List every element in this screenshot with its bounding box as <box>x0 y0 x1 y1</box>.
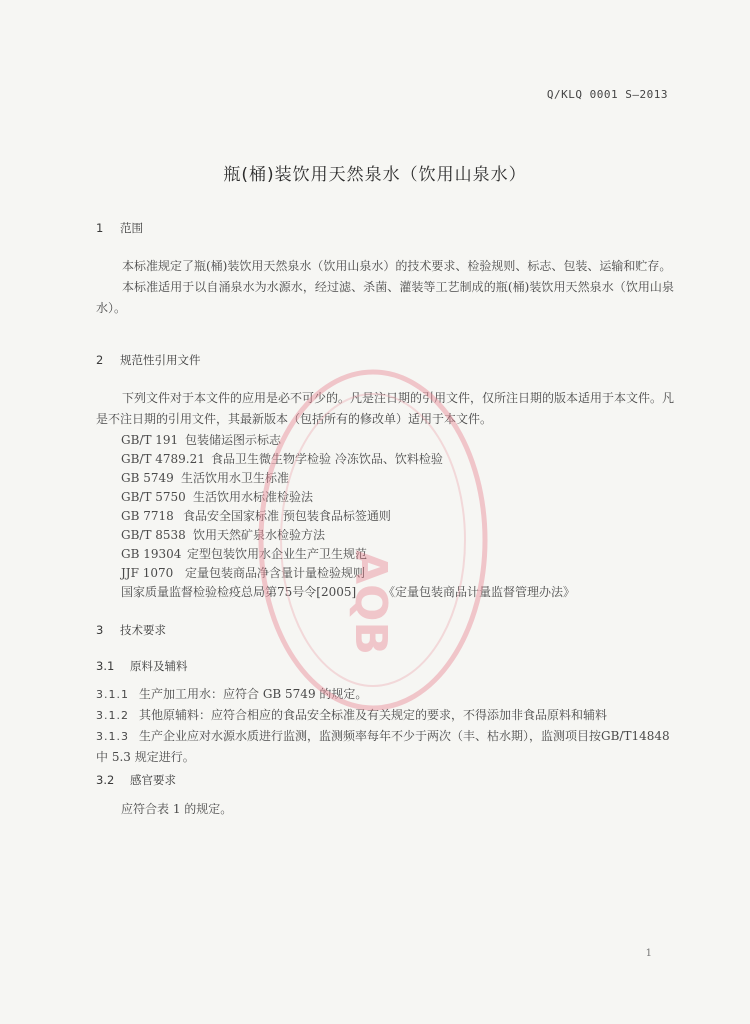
stamp-lettering: AQB <box>345 550 396 655</box>
reference-item: GB/T 5750 生活饮用水标准检验法 <box>121 490 314 504</box>
section-3-heading <box>96 622 166 638</box>
scope-paragraph: 本标准适用于以自涌泉水为水源水，经过滤、杀菌、灌装等工艺制成的瓶(桶)装饮用天然泉水（饮用山泉水）。 <box>96 280 674 315</box>
subsection-number: 3.1 <box>96 659 115 673</box>
reference-item: GB/T 8538 饮用天然矿泉水检验方法 <box>121 528 326 542</box>
section-2-heading <box>96 352 201 368</box>
reference-item: JJF 1070 定量包装商品净含量计量检验规则 <box>121 566 366 580</box>
clause-3-1-2: 3.1.2 其他原辅料：应符合相应的食品安全标准及有关规定的要求，不得添加非食品原料和辅料 <box>96 708 608 722</box>
subsection-title: 原料及辅料 <box>130 659 188 673</box>
reference-item: GB 7718 食品安全国家标准 预包装食品标签通则 <box>121 509 391 523</box>
section-number: 1 <box>96 221 104 235</box>
standard-code: Q/KLQ 0001 S—2013 <box>546 88 668 101</box>
scope-paragraphs <box>96 256 674 319</box>
clause-3-1-3: 3.1.3 生产企业应对水源水质进行监测，监测频率每年不少于两次（丰、枯水期），监测项目按GB/T14848 中 5.3 规定进行。 <box>96 729 670 764</box>
reference-item: GB 5749 生活饮用水卫生标准 <box>121 471 290 485</box>
reference-item: 国家质量监督检验检疫总局第75号令[2005] 《定量包装商品计量监督管理办法》 <box>121 585 576 599</box>
section-number: 2 <box>96 353 104 367</box>
clause-3-1-1: 3.1.1 生产加工用水：应符合 GB 5749 的规定。 <box>96 687 368 701</box>
section-1-heading <box>96 220 143 236</box>
reference-item: GB/T 4789.21 食品卫生微生物学检验 冷冻饮品、饮料检验 <box>121 452 443 466</box>
section-title: 技术要求 <box>120 623 166 637</box>
stamp-outer-ring <box>261 372 485 708</box>
reference-item: GB 19304 定型包装饮用水企业生产卫生规范 <box>121 547 368 561</box>
subsection-title: 感官要求 <box>130 773 176 787</box>
section-title: 规范性引用文件 <box>120 353 201 367</box>
page-number: 1 <box>645 948 652 959</box>
reference-item: GB/T 191 包装储运图示标志 <box>121 433 282 447</box>
intro-paragraph: 下列文件对于本文件的应用是必不可少的。凡是注日期的引用文件，仅所注日期的版本适用于本文件。凡是不注日期的引用文件，其最新版本（包括所有的修改单）适用于本文件。 <box>96 391 675 426</box>
scope-paragraph: 本标准规定了瓶(桶)装饮用天然泉水（饮用山泉水）的技术要求、检验规则、标志、包装、运输和贮存。 <box>122 259 672 273</box>
seal-stamp <box>248 360 498 720</box>
section-number: 3 <box>96 623 104 637</box>
section-title: 范围 <box>120 221 143 235</box>
subsection-number: 3.2 <box>96 773 115 787</box>
subsection-3-1-heading <box>96 658 188 674</box>
subsection-3-2-heading <box>96 772 176 788</box>
sensory-requirement-text: 应符合表 1 的规定。 <box>121 802 233 816</box>
document-title: 瓶(桶)装饮用天然泉水（饮用山泉水） <box>223 165 527 185</box>
